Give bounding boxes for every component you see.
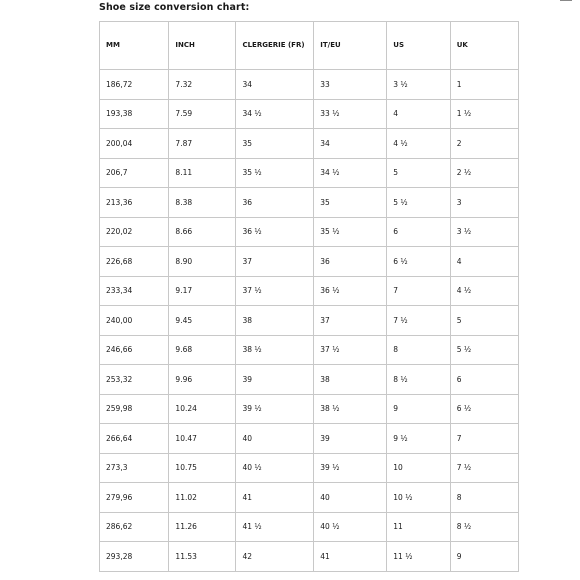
cell-uk: 6 bbox=[450, 365, 518, 395]
cell-us: 7 bbox=[387, 276, 450, 306]
cell-uk: 9 bbox=[450, 542, 518, 572]
cell-uk: 4 ½ bbox=[450, 276, 518, 306]
cell-clergerie-fr: 38 ½ bbox=[236, 335, 314, 365]
cell-us: 5 bbox=[387, 158, 450, 188]
cell-uk: 4 bbox=[450, 247, 518, 277]
header-uk: UK bbox=[450, 22, 518, 70]
cell-it-eu: 40 ½ bbox=[314, 512, 387, 542]
cell-it-eu: 35 bbox=[314, 188, 387, 218]
cell-it-eu: 39 bbox=[314, 424, 387, 454]
table-row bbox=[100, 129, 519, 159]
cell-it-eu: 40 bbox=[314, 483, 387, 513]
cell-mm: 193,38 bbox=[100, 99, 169, 129]
cell-mm: 240,00 bbox=[100, 306, 169, 336]
cell-uk: 3 bbox=[450, 188, 518, 218]
cell-it-eu: 38 bbox=[314, 365, 387, 395]
table-row bbox=[100, 247, 519, 277]
table-row bbox=[100, 306, 519, 336]
cell-clergerie-fr: 39 bbox=[236, 365, 314, 395]
cell-inch: 8.11 bbox=[169, 158, 236, 188]
cell-us: 10 ½ bbox=[387, 483, 450, 513]
table-body bbox=[100, 70, 519, 572]
cell-mm: 233,34 bbox=[100, 276, 169, 306]
cell-inch: 7.87 bbox=[169, 129, 236, 159]
cell-mm: 293,28 bbox=[100, 542, 169, 572]
table-row bbox=[100, 453, 519, 483]
cell-it-eu: 36 ½ bbox=[314, 276, 387, 306]
table-row bbox=[100, 424, 519, 454]
cell-mm: 220,02 bbox=[100, 217, 169, 247]
corner-mark bbox=[560, 0, 572, 1]
header-it-eu: IT/EU bbox=[314, 22, 387, 70]
cell-it-eu: 37 bbox=[314, 306, 387, 336]
cell-clergerie-fr: 41 bbox=[236, 483, 314, 513]
cell-us: 4 ½ bbox=[387, 129, 450, 159]
cell-mm: 286,62 bbox=[100, 512, 169, 542]
cell-mm: 259,98 bbox=[100, 394, 169, 424]
cell-mm: 246,66 bbox=[100, 335, 169, 365]
cell-clergerie-fr: 35 ½ bbox=[236, 158, 314, 188]
cell-inch: 8.38 bbox=[169, 188, 236, 218]
cell-it-eu: 36 bbox=[314, 247, 387, 277]
cell-clergerie-fr: 41 ½ bbox=[236, 512, 314, 542]
cell-clergerie-fr: 34 ½ bbox=[236, 99, 314, 129]
cell-it-eu: 35 ½ bbox=[314, 217, 387, 247]
cell-us: 6 bbox=[387, 217, 450, 247]
cell-inch: 9.96 bbox=[169, 365, 236, 395]
cell-inch: 11.02 bbox=[169, 483, 236, 513]
cell-us: 10 bbox=[387, 453, 450, 483]
cell-uk: 2 ½ bbox=[450, 158, 518, 188]
cell-us: 11 bbox=[387, 512, 450, 542]
header-mm: MM bbox=[100, 22, 169, 70]
cell-us: 11 ½ bbox=[387, 542, 450, 572]
page-title: Shoe size conversion chart: bbox=[99, 2, 250, 13]
cell-mm: 266,64 bbox=[100, 424, 169, 454]
cell-clergerie-fr: 39 ½ bbox=[236, 394, 314, 424]
cell-inch: 11.53 bbox=[169, 542, 236, 572]
cell-mm: 206,7 bbox=[100, 158, 169, 188]
cell-us: 7 ½ bbox=[387, 306, 450, 336]
table-row bbox=[100, 483, 519, 513]
cell-mm: 200,04 bbox=[100, 129, 169, 159]
shoe-size-table bbox=[99, 21, 519, 572]
cell-it-eu: 37 ½ bbox=[314, 335, 387, 365]
cell-us: 5 ½ bbox=[387, 188, 450, 218]
cell-inch: 10.47 bbox=[169, 424, 236, 454]
cell-inch: 9.17 bbox=[169, 276, 236, 306]
cell-us: 3 ½ bbox=[387, 70, 450, 100]
cell-it-eu: 41 bbox=[314, 542, 387, 572]
cell-us: 8 bbox=[387, 335, 450, 365]
header-clergerie-fr: CLERGERIE (FR) bbox=[236, 22, 314, 70]
header-us: US bbox=[387, 22, 450, 70]
cell-inch: 8.90 bbox=[169, 247, 236, 277]
cell-uk: 8 ½ bbox=[450, 512, 518, 542]
cell-clergerie-fr: 37 ½ bbox=[236, 276, 314, 306]
cell-uk: 8 bbox=[450, 483, 518, 513]
cell-inch: 11.26 bbox=[169, 512, 236, 542]
cell-clergerie-fr: 35 bbox=[236, 129, 314, 159]
header-row bbox=[100, 22, 519, 70]
cell-us: 9 ½ bbox=[387, 424, 450, 454]
cell-it-eu: 33 bbox=[314, 70, 387, 100]
cell-it-eu: 33 ½ bbox=[314, 99, 387, 129]
cell-inch: 7.59 bbox=[169, 99, 236, 129]
cell-uk: 7 bbox=[450, 424, 518, 454]
cell-uk: 5 ½ bbox=[450, 335, 518, 365]
table-row bbox=[100, 158, 519, 188]
cell-clergerie-fr: 37 bbox=[236, 247, 314, 277]
cell-inch: 7.32 bbox=[169, 70, 236, 100]
cell-inch: 9.45 bbox=[169, 306, 236, 336]
cell-mm: 226,68 bbox=[100, 247, 169, 277]
table-row bbox=[100, 188, 519, 218]
cell-uk: 1 ½ bbox=[450, 99, 518, 129]
cell-clergerie-fr: 38 bbox=[236, 306, 314, 336]
table-row bbox=[100, 542, 519, 572]
cell-inch: 10.24 bbox=[169, 394, 236, 424]
cell-mm: 279,96 bbox=[100, 483, 169, 513]
cell-mm: 253,32 bbox=[100, 365, 169, 395]
cell-inch: 10.75 bbox=[169, 453, 236, 483]
cell-it-eu: 39 ½ bbox=[314, 453, 387, 483]
cell-mm: 273,3 bbox=[100, 453, 169, 483]
cell-it-eu: 34 ½ bbox=[314, 158, 387, 188]
cell-us: 6 ½ bbox=[387, 247, 450, 277]
cell-uk: 1 bbox=[450, 70, 518, 100]
cell-clergerie-fr: 36 bbox=[236, 188, 314, 218]
cell-inch: 9.68 bbox=[169, 335, 236, 365]
table-row bbox=[100, 394, 519, 424]
cell-uk: 5 bbox=[450, 306, 518, 336]
table-row bbox=[100, 365, 519, 395]
cell-clergerie-fr: 40 ½ bbox=[236, 453, 314, 483]
cell-it-eu: 38 ½ bbox=[314, 394, 387, 424]
cell-uk: 6 ½ bbox=[450, 394, 518, 424]
cell-uk: 7 ½ bbox=[450, 453, 518, 483]
cell-uk: 3 ½ bbox=[450, 217, 518, 247]
table-row bbox=[100, 276, 519, 306]
cell-clergerie-fr: 36 ½ bbox=[236, 217, 314, 247]
table-row bbox=[100, 70, 519, 100]
cell-it-eu: 34 bbox=[314, 129, 387, 159]
cell-uk: 2 bbox=[450, 129, 518, 159]
cell-mm: 186,72 bbox=[100, 70, 169, 100]
cell-inch: 8.66 bbox=[169, 217, 236, 247]
table-row bbox=[100, 217, 519, 247]
cell-us: 9 bbox=[387, 394, 450, 424]
cell-clergerie-fr: 42 bbox=[236, 542, 314, 572]
table-row bbox=[100, 335, 519, 365]
cell-clergerie-fr: 40 bbox=[236, 424, 314, 454]
cell-clergerie-fr: 34 bbox=[236, 70, 314, 100]
table-row bbox=[100, 99, 519, 129]
table-header bbox=[100, 22, 519, 70]
cell-us: 4 bbox=[387, 99, 450, 129]
header-inch: INCH bbox=[169, 22, 236, 70]
cell-mm: 213,36 bbox=[100, 188, 169, 218]
cell-us: 8 ½ bbox=[387, 365, 450, 395]
table-row bbox=[100, 512, 519, 542]
